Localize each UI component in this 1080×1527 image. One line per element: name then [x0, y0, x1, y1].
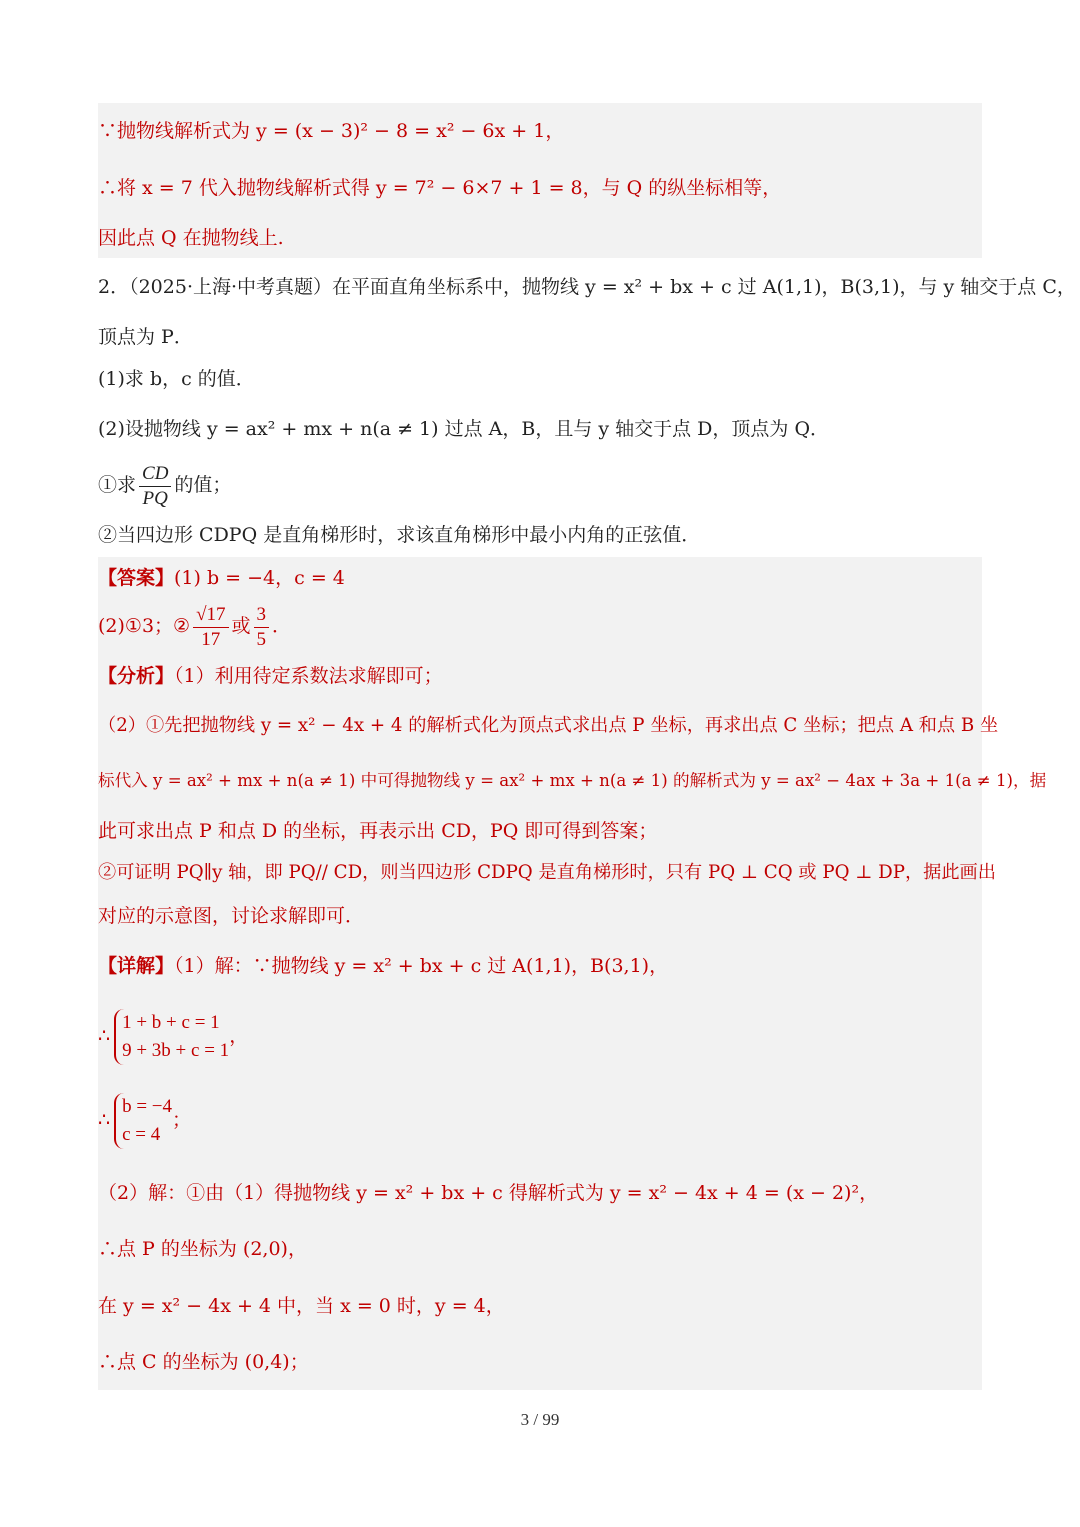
top-line-3: 因此点 Q 在抛物线上.: [98, 227, 284, 249]
answer-line-1: [98, 564, 982, 592]
detail-line-5: ∴点 C 的坐标为 (0,4)；: [98, 1351, 309, 1373]
fraction-denominator: 5: [256, 628, 267, 650]
equation-system-2: [114, 1093, 172, 1149]
analysis-line-3: 标代入 y = ax² + mx + n(a ≠ 1) 中可得抛物线 y = ax² + mx + n(a ≠ 1) 的解析式为 y = ax² − 4ax + 3a + 1(a ≠ 1)，据: [98, 771, 1047, 790]
analysis-tag: 【分析】: [98, 665, 175, 687]
question-part-1: (1)求 b，c 的值．: [98, 368, 255, 390]
fraction-numerator: 3: [254, 603, 270, 628]
analysis-line-2: （2）①先把抛物线 y = x² − 4x + 4 的解析式化为顶点式求出点 P 坐标，再求出点 C 坐标；把点 A 和点 B 坐: [98, 715, 999, 736]
detail-text-1: （1）解：∵抛物线 y = x² + bx + c 过 A(1,1)，B(3,1)，: [174, 955, 669, 977]
answer-2-or: 或: [231, 615, 251, 637]
analysis-line-1: [98, 662, 982, 690]
system-1-suffix: ，: [229, 1025, 249, 1047]
fraction-numerator: CD: [139, 462, 171, 487]
top-line-2: ∴将 x = 7 代入抛物线解析式得 y = 7² − 6×7 + 1 = 8，与 Q 的纵坐标相等，: [98, 177, 782, 199]
fraction-denominator: 17: [201, 628, 221, 650]
sub1-prefix: ①求: [98, 474, 137, 496]
fraction-3-5: [254, 603, 270, 652]
answer-2-end: ．: [272, 615, 292, 637]
system-2-suffix: ；: [172, 1109, 192, 1131]
sub1-suffix: 的值；: [174, 474, 232, 496]
question-line-1: 2．（2025·上海·中考真题）在平面直角坐标系中，抛物线 y = x² + bx + c 过 A(1,1)，B(3,1)，与 y 轴交于点 C，: [98, 276, 1076, 298]
equation-row: 1 + b + c = 1: [122, 1012, 220, 1033]
fraction-sqrt17-17: [193, 603, 228, 652]
equation-row: 9 + 3b + c = 1: [122, 1040, 230, 1061]
answer-2-prefix: (2)①3；②: [98, 615, 191, 637]
analysis-text-1: （1）利用待定系数法求解即可；: [174, 665, 443, 687]
top-line-1: ∵抛物线解析式为 y = (x − 3)² − 8 = x² − 6x + 1，: [98, 120, 565, 142]
fraction-denominator: PQ: [142, 487, 168, 509]
page-number: 3 / 99: [520, 1410, 560, 1429]
answer-tag: 【答案】: [98, 567, 175, 589]
detail-system-1: [98, 1008, 982, 1065]
detail-line-3: ∴点 P 的坐标为 (2,0)，: [98, 1238, 307, 1260]
detail-line-4: 在 y = x² − 4x + 4 中，当 x = 0 时，y = 4，: [98, 1295, 505, 1317]
detail-tag: 【详解】: [98, 955, 175, 977]
system-2-prefix: ∴: [98, 1109, 111, 1131]
question-line-2: 顶点为 P．: [98, 326, 193, 348]
question-sub-2: ②当四边形 CDPQ 是直角梯形时，求该直角梯形中最小内角的正弦值．: [98, 524, 701, 546]
answer-text-1: (1) b = −4，c = 4: [174, 567, 345, 589]
detail-line-1: [98, 952, 982, 980]
equation-row: c = 4: [122, 1124, 161, 1145]
system-1-prefix: ∴: [98, 1025, 111, 1047]
detail-line-2: （2）解：①由（1）得抛物线 y = x² + bx + c 得解析式为 y = x² − 4x + 4 = (x − 2)²，: [98, 1182, 879, 1204]
analysis-line-6: 对应的示意图，讨论求解即可．: [98, 905, 365, 927]
question-part-2: (2)设抛物线 y = ax² + mx + n(a ≠ 1) 过点 A，B，且与 y 轴交于点 D，顶点为 Q．: [98, 418, 830, 440]
question-sub-1: [98, 459, 982, 511]
equation-system-1: [114, 1009, 229, 1065]
analysis-line-5: ②可证明 PQ∥y 轴，即 PQ// CD，则当四边形 CDPQ 是直角梯形时，只有 PQ ⊥ CQ 或 PQ ⊥ DP，据此画出: [98, 862, 996, 883]
detail-system-2: [98, 1092, 982, 1149]
fraction-numerator: √17: [193, 603, 228, 628]
equation-row: b = −4: [122, 1096, 173, 1117]
fraction-cd-pq: [139, 462, 171, 511]
answer-line-2: [98, 600, 982, 652]
analysis-line-4: 此可求出点 P 和点 D 的坐标，再表示出 CD，PQ 即可得到答案；: [98, 820, 658, 842]
